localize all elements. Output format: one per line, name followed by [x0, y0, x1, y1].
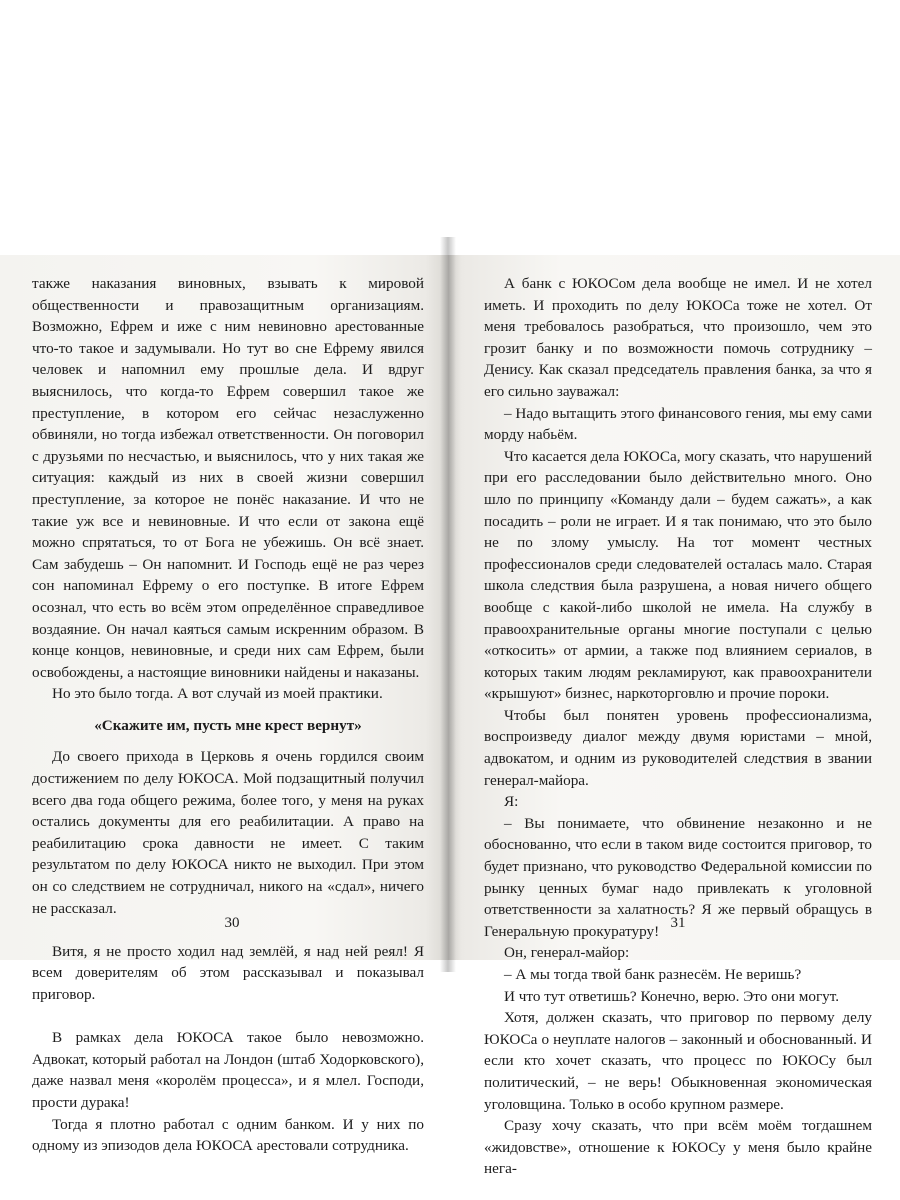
paragraph: Сразу хочу сказать, что при всём моём тогдашнем «жидовстве», отношение к ЮКОСу у меня было крайне нега- — [484, 1117, 872, 1178]
paragraph: В рамках дела ЮКОСА такое было невозможно. Адвокат, который работал на Лондон (штаб Ходорковского), даже назвал меня «королём процесса», и я млел. Господи, прости дурака! — [32, 1029, 424, 1111]
paragraph: Тогда я плотно работал с одним банком. И у них по одному из эпизодов дела ЮКОСА арестовали сотрудника. — [32, 1115, 424, 1155]
paragraph: Чтобы был понятен уровень профессионализма, воспроизведу диалог между двумя юристами – мной, адвокатом, и одним из руководителей следствия в звании генерал-майора. — [484, 706, 872, 789]
paragraph: Что касается дела ЮКОСа, могу сказать, что нарушений при его расследовании было действительно много. Оно шло по принципу «Команду дали – будем сажать», а как посадить – роли не играет. И я так понимаю, что это было не по злому умыслу. На тот момент честных профессионалов среди следователей осталась мало. Старая школа следствия была разрушена, а новая ничего общего вообще с какой-либо школой не имела. На службу в правоохранительные органы многие поступали с целью «откосить» от армии, а также под влиянием сериалов, в которых таким людям рекламируют, как правоохранители «крышуют» бизнес, наркоторговлю и прочие пороки. — [484, 447, 872, 703]
page-number-left: 30 — [224, 915, 240, 931]
paragraph: Витя, я не просто ходил над землёй, я над ней реял! Я всем доверителям об этом рассказывал и показывал приговор. — [32, 942, 424, 1003]
paragraph: – Надо вытащить этого финансового гения, мы ему сами морду набьём. — [484, 404, 872, 444]
book-spread — [0, 255, 900, 1178]
paragraph: Хотя, должен сказать, что приговор по первому делу ЮКОСа о неуплате налогов – законный и обоснованный. И если кто хочет сказать, что процесс по ЮКОСу был политический, – не верь! Обыкновенная экономическая уголовщина. Только в особо крупном размере. — [484, 1009, 872, 1113]
paragraph: До своего прихода в Церковь я очень гордился своим достижением по делу ЮКОСА. Мой подзащитный получил всего два года общего режима, более того, у меня на руках остались документы для его реабилитации. А право на реабилитацию срока давности не имеет. С таким результатом по делу ЮКОСА никто не выходил. При этом он со следствием не сотрудничал, никого на «сдал», ничего не рассказал. — [32, 748, 424, 917]
right-page-text — [484, 273, 872, 1180]
left-page-text — [32, 273, 424, 1157]
paragraph: А банк с ЮКОСом дела вообще не имел. И не хотел иметь. И проходить по делу ЮКОСа тоже не хотел. От меня требовалось разобраться, что произошло, чем это грозит банку и по возможности помочь сотруднику – Денису. Как сказал председатель правления банка, за что я его сильно зауважал: — [484, 275, 872, 400]
book-gutter — [440, 237, 456, 972]
paragraph: Но это было тогда. А вот случай из моей практики. — [52, 685, 383, 703]
paragraph: Он, генерал-майор: — [504, 944, 630, 962]
paragraph: также наказания виновных, взывать к мировой общественности и правозащитным организациям. Возможно, Ефрем и иже с ним невиновно арестованные что-то такое и задумывали. Но тут во сне Ефрему явился человек и напомнил ему прошлые дела. И вдруг выяснилось, что когда-то Ефрем совершил такое же преступление, в котором его сейчас незаслуженно обвиняли, но тогда избежал ответственности. Он поговорил с друзьями по несчастью, и выяснилось, что у них такая же ситуация: каждый из них в своей жизни совершил преступление, за которое не понёс наказание. И что не такие уж все и невиновные. И что если от закона ещё можно спрятаться, то от Бога не убежишь. Он всё знает. Сам забудешь – Он напомнит. И Господь ещё не раз через сон напоминал Ефрему о его поступке. В итоге Ефрем осознал, что есть во всём этом определённое справедливое воздаяние. Он начал каяться самым искренним образом. В конце концов, невиновные, и среди них сам Ефрем, были освобождены, а настоящие виновники найдены и наказаны. — [32, 275, 424, 681]
paragraph: И что тут ответишь? Конечно, верю. Это они могут. — [504, 987, 840, 1005]
left-page — [0, 255, 448, 1155]
paragraph: – Вы понимаете, что обвинение незаконно и не обоснованно, что если в таком виде состоится приговор, то будет признано, что руководство Федеральной комиссии по рынку ценных бумаг надо привлекать к уголовной ответственности за халатность? Я же первый обращусь в Генеральную прокуратуру! — [484, 814, 872, 940]
section-heading: «Скажите им, пусть мне крест вернут» — [94, 716, 362, 734]
paragraph: – А мы тогда твой банк разнесём. Не веришь? — [504, 966, 802, 983]
page-number-right: 31 — [670, 915, 686, 931]
paragraph: Я: — [504, 793, 519, 811]
